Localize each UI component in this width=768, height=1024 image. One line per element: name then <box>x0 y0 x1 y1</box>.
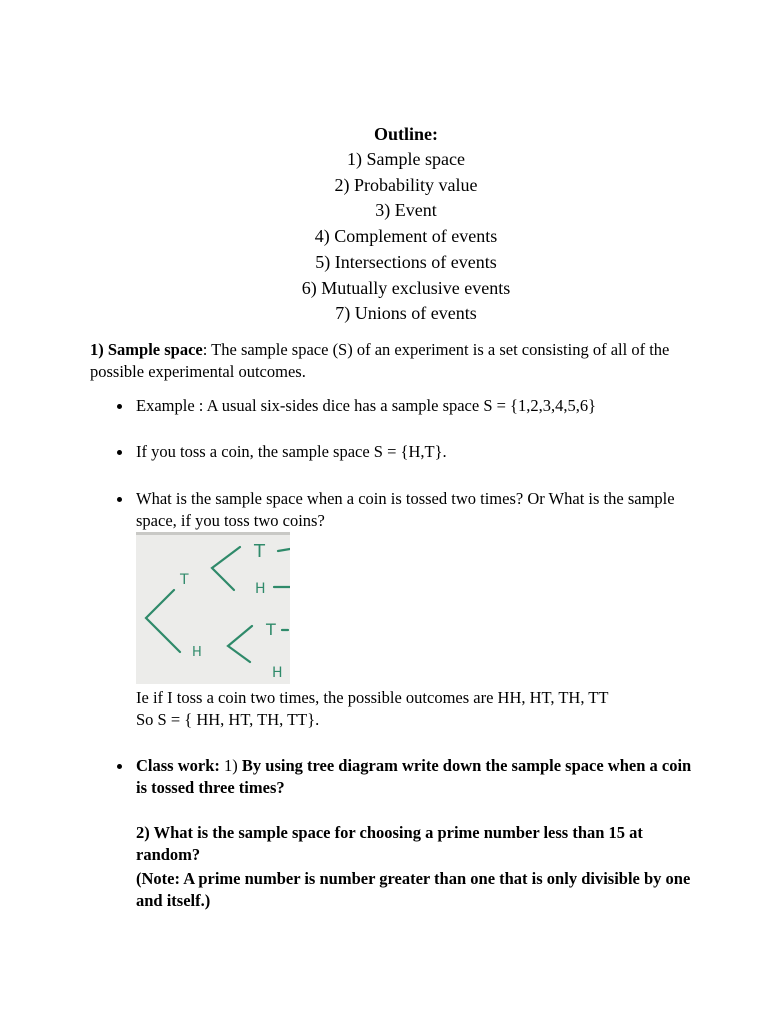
definition-text: : The sample space (S) of an experiment is a set consisting of all of the possible experimental outcomes. <box>90 340 670 381</box>
classwork-label: Class work: <box>136 756 220 775</box>
outline-item: 5) Intersections of events <box>315 251 497 272</box>
outline-title: Outline: <box>373 124 438 144</box>
sample-space-result: So S = { HH, HT, TH, TT}. <box>136 710 320 729</box>
tree-label: T <box>266 620 276 639</box>
classwork-question-1 <box>136 755 696 799</box>
outline-section <box>0 121 768 327</box>
bullet-dice-example: Example : A usual six-sides dice has a sample space S = {1,2,3,4,5,6} <box>136 395 696 417</box>
tree-label: T <box>180 572 189 588</box>
prime-number-note: (Note: A prime number is number greater than one that is only divisible by one and itself.) <box>136 869 691 910</box>
outline-item: 6) Mutually exclusive events <box>301 277 511 298</box>
photo-edge <box>136 532 290 535</box>
tree-label: H <box>192 645 202 660</box>
outline-item: 4) Complement of events <box>314 226 498 247</box>
tree-label: H <box>255 581 266 597</box>
photo-background <box>136 532 290 684</box>
outline-item: 1) Sample space <box>347 149 465 169</box>
classwork-number: 1) <box>219 756 242 775</box>
outcomes-explanation: Ie if I toss a coin two times, the possible outcomes are HH, HT, TH, TT <box>136 688 609 707</box>
tree-diagram-photo <box>136 532 290 684</box>
tree-label: T <box>254 541 265 562</box>
classwork-question-2: 2) What is the sample space for choosing a prime number less than 15 at random? <box>136 823 643 864</box>
section-heading: 1) Sample space <box>90 340 203 359</box>
bullet-two-coins-question: What is the sample space when a coin is tossed two times? Or What is the sample space, if you toss two coins? <box>136 488 696 532</box>
bullet-coin-example: If you toss a coin, the sample space S = {H,T}. <box>136 441 696 463</box>
outline-item: 7) Unions of events <box>335 303 477 324</box>
classwork-question-text: By using tree diagram write down the sample space when a coin is tossed three times? <box>136 756 692 797</box>
outline-item: 3) Event <box>375 200 437 221</box>
tree-label: H <box>272 665 283 681</box>
outline-item: 2) Probability value <box>334 174 478 195</box>
sample-space-definition <box>90 339 690 383</box>
